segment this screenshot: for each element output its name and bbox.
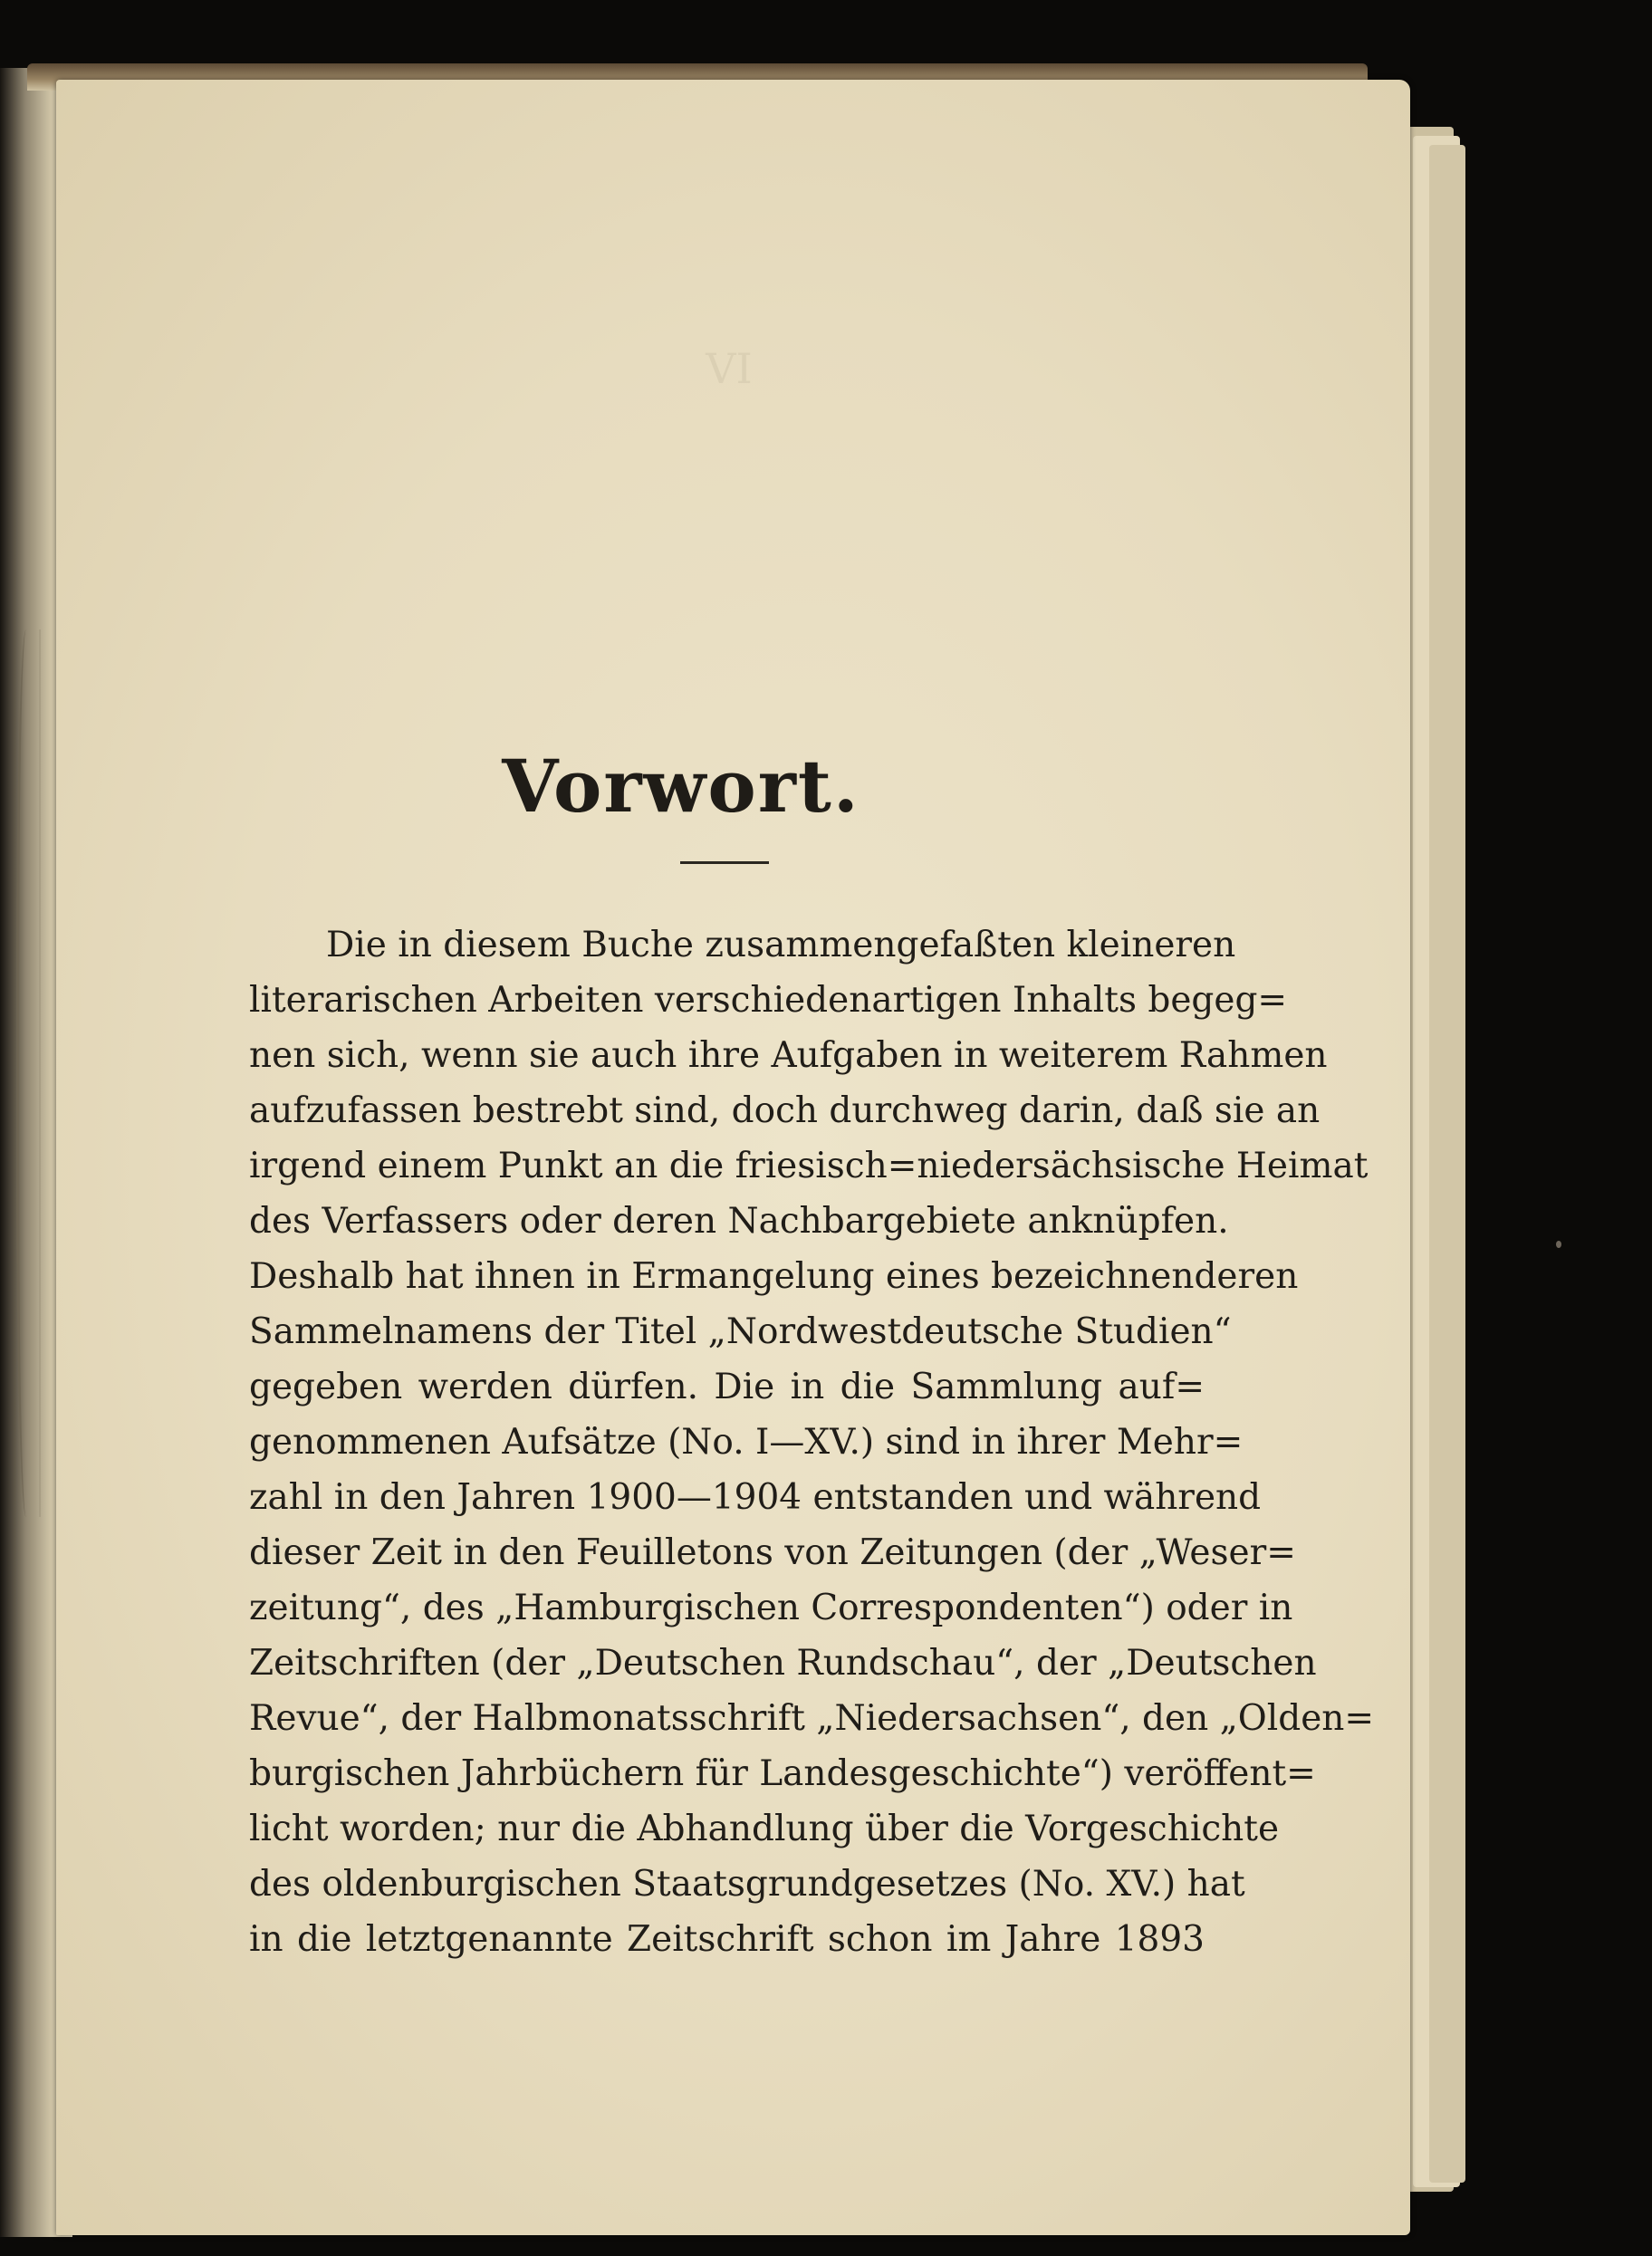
book-page (56, 80, 1410, 2235)
binding-thread (16, 629, 41, 1517)
text-line: zahl in den Jahren 1900—1904 entstanden und während (249, 1477, 1262, 1518)
text-line: Zeitschriften (der „Deutschen Rundschau“, der „Deutschen (249, 1643, 1317, 1684)
text-line: licht worden; nur die Abhandlung über die Vorgeschichte (249, 1809, 1280, 1849)
page-stack-edge (1429, 145, 1465, 2183)
text-line: burgischen Jahrbüchern für Landesgeschichte“) veröffent= (249, 1753, 1316, 1794)
text-line: Die in diesem Buche zusammengefaßten kleineren (326, 925, 1236, 965)
text-line: genommenen Aufsätze (No. I—XV.) sind in ihrer Mehr= (249, 1422, 1244, 1463)
text-line: des Verfassers oder deren Nachbargebiete anknüpfen. (249, 1201, 1229, 1242)
text-line: gegeben werden dürfen. Die in die Sammlung auf= (249, 1367, 1205, 1407)
text-line: Sammelnamens der Titel „Nordwestdeutsche Studien“ (249, 1311, 1232, 1352)
text-line: in die letztgenannte Zeitschrift schon im Jahre 1893 (249, 1919, 1205, 1960)
page-title: Vorwort. (502, 744, 860, 829)
text-line: Revue“, der Halbmonatsschrift „Niedersachsen“, den „Olden= (249, 1698, 1375, 1739)
body-paragraph (249, 917, 1375, 1967)
text-line: dieser Zeit in den Feuilletons von Zeitungen (der „Weser= (249, 1532, 1296, 1573)
text-line: Deshalb hat ihnen in Ermangelung eines bezeichnenderen (249, 1256, 1299, 1297)
text-line: des oldenburgischen Staatsgrundgesetzes (No. XV.) hat (249, 1864, 1245, 1905)
title-rule (680, 861, 769, 864)
dust-speck (1556, 1241, 1561, 1248)
text-line: irgend einem Punkt an die friesisch=niedersächsische Heimat (249, 1146, 1369, 1186)
text-line: aufzufassen bestrebt sind, doch durchweg darin, daß sie an (249, 1090, 1321, 1131)
faint-page-number: VI (706, 344, 753, 393)
bleed-through-text (208, 342, 1250, 422)
text-line: zeitung“, des „Hamburgischen Correspondenten“) oder in (249, 1588, 1293, 1628)
text-line: literarischen Arbeiten verschiedenartigen Inhalts begeg= (249, 980, 1288, 1021)
text-line: nen sich, wenn sie auch ihre Aufgaben in weiterem Rahmen (249, 1035, 1328, 1076)
